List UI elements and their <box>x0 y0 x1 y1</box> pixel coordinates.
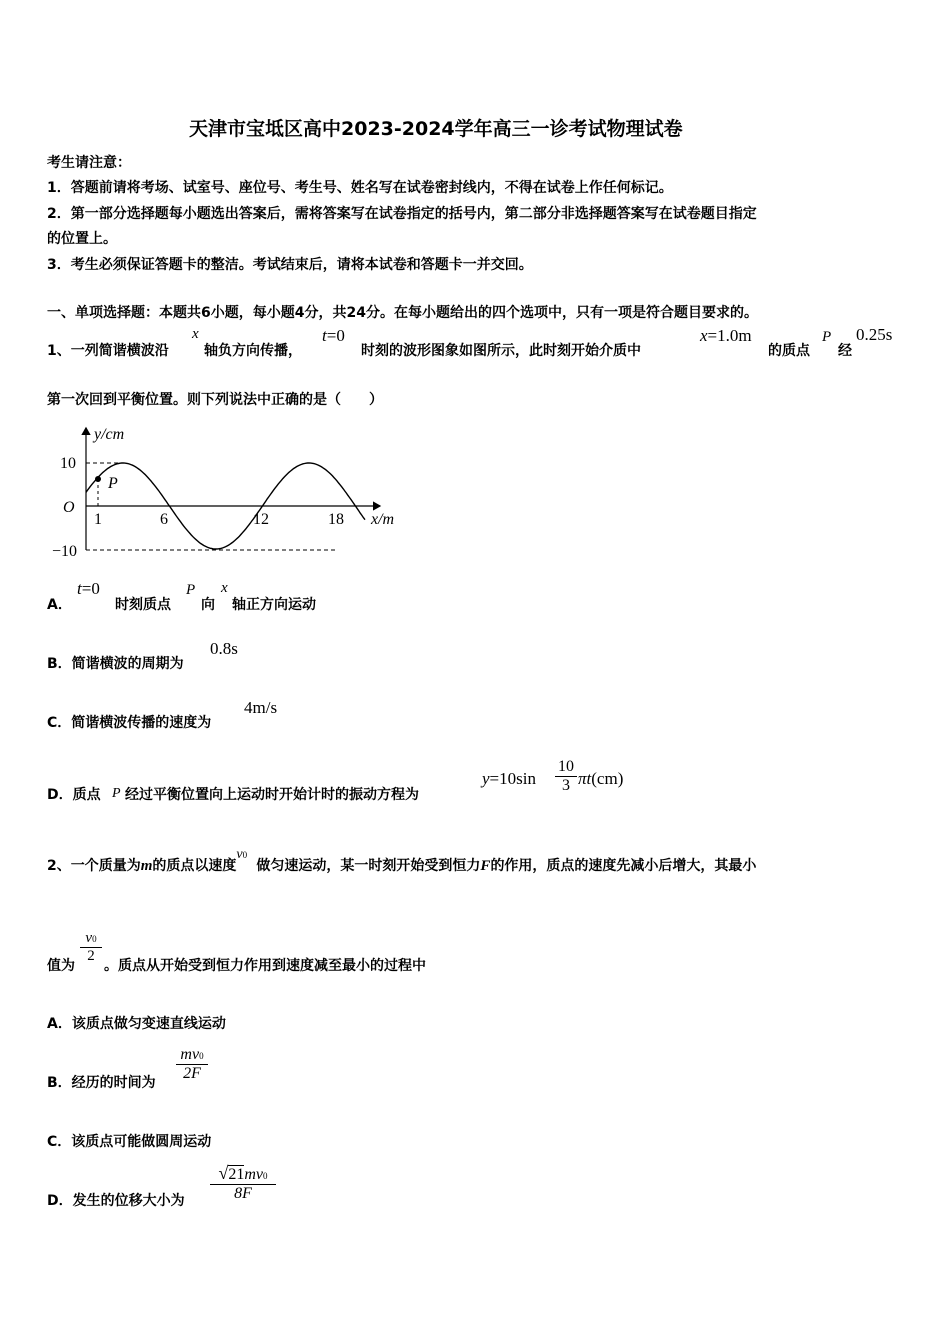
y-tick-minus-10: −10 <box>52 543 78 560</box>
q1-option-B-text: B．简谐横波的周期为 <box>47 656 184 672</box>
q1-text-4: 的质点 <box>768 343 810 359</box>
page-title: 天津市宝坻区高中2023-2024学年高三一诊考试物理试卷 <box>189 118 683 140</box>
q1-option-C-value: 4m/s <box>244 698 278 717</box>
q1-option-D-P: P <box>112 786 121 801</box>
q1-text-3: 时刻的波形图象如图所示，此时刻开始介质中 <box>361 343 641 359</box>
notice-line-3: 3．考生必须保证答题卡的整洁。考试结束后，请将本试卷和答题卡一并交回。 <box>47 257 533 273</box>
y-axis-label: y/cm <box>94 426 125 443</box>
notice-heading: 考生请注意： <box>47 155 131 171</box>
q1-option-B-value: 0.8s <box>210 639 238 658</box>
q1-option-A-t0: t=0 <box>77 579 100 598</box>
q1-text-5: 经 <box>838 343 852 359</box>
q1-time: 0.25s <box>856 325 893 344</box>
section-heading: 一、单项选择题：本题共6小题，每小题4分，共24分。在每小题给出的四个选项中，只有一项是符合题目要求的。 <box>47 305 758 321</box>
x-tick-18: 18 <box>328 511 344 528</box>
x-tick-1: 1 <box>94 511 102 528</box>
q1-option-D-equation-right: πt(cm) <box>578 769 624 788</box>
point-P-dot <box>95 476 101 482</box>
notice-line-1: 1．答题前请将考场、试室号、座位号、考生号、姓名写在试卷密封线内，不得在试卷上作任何标记。 <box>47 180 673 196</box>
q2-min-speed-fraction: v0 2 <box>80 930 102 965</box>
q2-line-2a: 值为 <box>47 958 75 974</box>
q1-var-x: x <box>192 326 199 342</box>
notice-line-2b: 的位置上。 <box>47 231 117 247</box>
q2-line-1: 2、一个质量为m的质点以速度v0做匀速运动，某一时刻开始受到恒力F的作用，质点的速度先减小后增大，其最小 <box>47 847 757 874</box>
q1-text-line-2: 第一次回到平衡位置。则下列说法中正确的是（ ） <box>47 392 383 408</box>
q2-option-B-text: B．经历的时间为 <box>47 1075 156 1091</box>
q1-option-D-text: 经过平衡位置向上运动时开始计时的振动方程为 <box>125 787 419 803</box>
q2-option-D-fraction: √21mv0 8F <box>210 1163 276 1203</box>
q2-line-2b: 。质点从开始受到恒力作用到速度减至最小的过程中 <box>104 958 426 974</box>
q1-t-equals-0: t=0 <box>322 326 345 345</box>
q1-text-2: 轴负方向传播， <box>204 343 302 359</box>
notice-line-2a: 2．第一部分选择题每小题选出答案后，需将答案写在试卷指定的括号内，第二部分非选择题答案写在试卷题目指定 <box>47 206 757 222</box>
q2-option-A: A．该质点做匀变速直线运动 <box>47 1016 226 1032</box>
y-tick-10: 10 <box>60 455 76 472</box>
q1-option-A-text-2: 向 <box>201 597 215 613</box>
q1-option-A-label: A． <box>47 597 72 613</box>
q1-text-1: 1、一列简谐横波沿 <box>47 343 169 359</box>
origin-label: O <box>63 499 75 516</box>
q2-option-D-text: D．发生的位移大小为 <box>47 1193 185 1209</box>
q1-option-A-text-1: 时刻质点 <box>115 597 171 613</box>
x-tick-6: 6 <box>160 511 168 528</box>
q1-option-A-P: P <box>186 582 196 598</box>
point-P-label: P <box>108 475 118 492</box>
x-tick-12: 12 <box>253 511 269 528</box>
q1-option-A-text-3: 轴正方向运动 <box>232 597 316 613</box>
q1-option-D-label: D．质点 <box>47 787 101 803</box>
q1-option-D-fraction: 10 3 <box>555 758 577 795</box>
q1-x-position: x=1.0m <box>700 326 752 345</box>
q1-option-A-x: x <box>221 580 228 596</box>
wave-graph <box>50 420 410 565</box>
q2-option-C: C．该质点可能做圆周运动 <box>47 1134 212 1150</box>
q2-option-B-fraction: mv0 2F <box>176 1046 208 1083</box>
q1-option-C-text: C．简谐横波传播的速度为 <box>47 715 212 731</box>
q1-point-P: P <box>822 329 832 345</box>
q1-option-D-equation-left: y=10sin <box>482 769 536 788</box>
x-axis-label: x/m <box>371 511 395 528</box>
